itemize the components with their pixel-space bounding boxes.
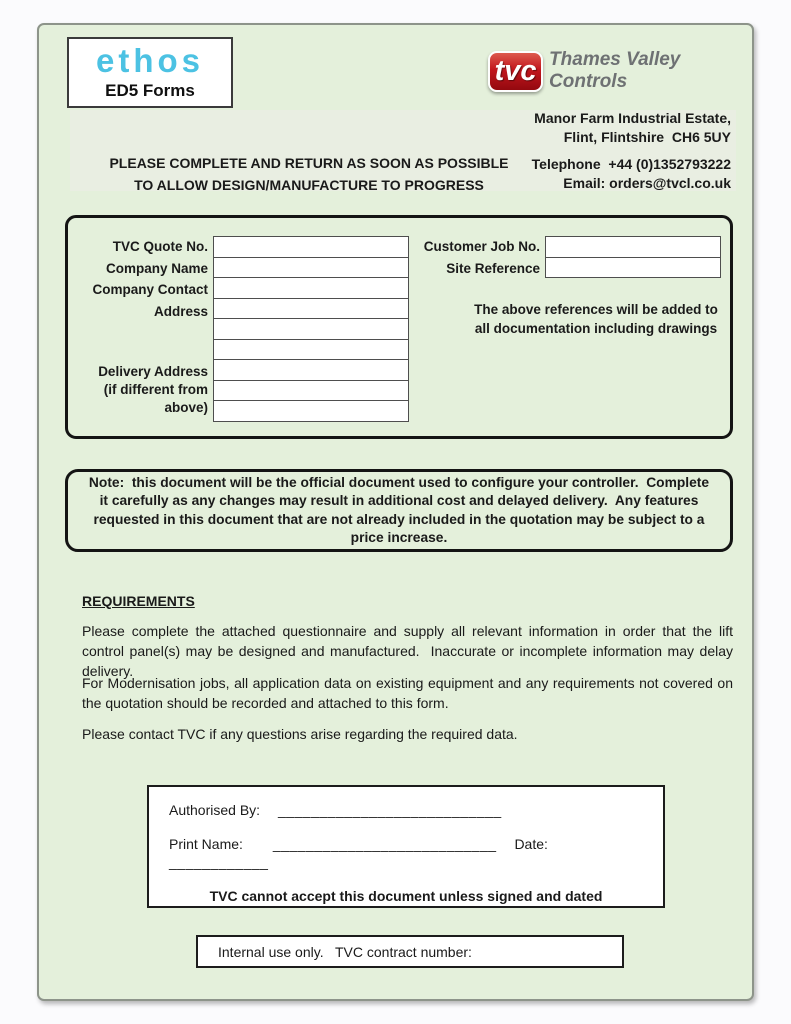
delivery-address-label: [68, 363, 208, 417]
authorised-by-row: [169, 801, 643, 819]
signature-warning: TVC cannot accept this document unless signed and dated: [209, 888, 603, 904]
date-label: Date:: [514, 836, 548, 852]
address-field-row-3[interactable]: [213, 339, 409, 361]
print-name-row: [169, 835, 643, 871]
date-line[interactable]: ____________: [169, 854, 269, 870]
internal-use-box[interactable]: [196, 935, 624, 968]
print-name-label: Print Name:: [169, 836, 243, 852]
delivery-address-field-row-1[interactable]: [213, 359, 409, 381]
tvc-logo: tvc: [488, 51, 543, 92]
references-note-line-1: The above references will be added to: [474, 302, 718, 317]
requirements-para-3: Please contact TVC if any questions arise regarding the required data.: [82, 726, 518, 742]
references-note: [456, 300, 736, 338]
note-box: [65, 469, 733, 552]
address-line-2: Flint, Flintshire CH6 5UY: [563, 129, 731, 145]
site-reference-field[interactable]: [545, 257, 721, 279]
return-instruction-line-2: TO ALLOW DESIGN/MANUFACTURE TO PROGRESS: [134, 177, 484, 193]
company-contact-info: [532, 155, 731, 193]
address-field-row-1[interactable]: [213, 298, 409, 320]
customer-job-label: Customer Job No.: [423, 239, 540, 254]
email-line: Email: orders@tvcl.co.uk: [563, 175, 731, 191]
requirements-heading: REQUIREMENTS: [82, 593, 195, 609]
signature-box: [147, 785, 665, 908]
internal-use-label: Internal use only. TVC contract number:: [218, 943, 472, 960]
delivery-address-label-line-3: above): [164, 400, 208, 415]
address-line-1: Manor Farm Industrial Estate,: [534, 110, 731, 126]
requirements-para-2: For Modernisation jobs, all application data on existing equipment and any requirements not covered on the quotation should be recorded and attached to this form.: [82, 675, 737, 711]
address-label: Address: [153, 303, 208, 319]
delivery-address-field-row-3[interactable]: [213, 400, 409, 422]
return-instruction-line-1: PLEASE COMPLETE AND RETURN AS SOON AS POSSIBLE: [109, 155, 509, 171]
delivery-address-label-line-2: (if different from: [103, 382, 208, 397]
ethos-logo: ethos: [95, 42, 204, 79]
tvc-logo-group: [488, 49, 752, 93]
left-field-stack: [213, 236, 409, 422]
return-instruction: [91, 152, 527, 196]
right-field-stack: [545, 236, 721, 278]
authorised-by-signature-line[interactable]: ___________________________: [277, 802, 502, 818]
company-name-field[interactable]: [213, 257, 409, 279]
tvc-quote-field[interactable]: [213, 236, 409, 258]
company-name-label: Company Name: [105, 260, 208, 276]
references-note-line-2: all documentation including drawings: [474, 321, 718, 336]
delivery-address-label-line-1: Delivery Address: [98, 364, 208, 379]
ethos-logo-box: [67, 37, 233, 108]
company-name: Thames Valley Controls: [549, 49, 681, 92]
company-address: [534, 109, 731, 147]
company-contact-field[interactable]: [213, 277, 409, 299]
details-form-box: [65, 215, 733, 439]
ed5-forms-title: ED5 Forms: [105, 81, 195, 100]
tvc-quote-label: TVC Quote No.: [112, 239, 208, 254]
delivery-address-field-row-2[interactable]: [213, 380, 409, 402]
customer-job-field[interactable]: [545, 236, 721, 258]
company-contact-label: Company Contact: [92, 282, 208, 297]
requirements-para-1: Please complete the attached questionnaire and supply all relevant information in order that the lift control panel(s) may be designed and manufactured. Inaccurate or incomplete information may delay delivery.: [82, 623, 737, 679]
telephone-line: Telephone +44 (0)1352793222: [531, 156, 731, 172]
site-reference-label: Site Reference: [446, 260, 540, 276]
print-name-line[interactable]: ___________________________: [272, 836, 497, 852]
form-page: [37, 23, 754, 1001]
authorised-by-label: Authorised By:: [169, 802, 261, 818]
address-field-row-2[interactable]: [213, 318, 409, 340]
note-text: Note: this document will be the official document used to configure your controller. Complete it carefully as any changes may result in additional cost and delayed delivery. Any features requested in this document that are not already included in the quotation may be subject to a price increase.: [88, 474, 713, 545]
